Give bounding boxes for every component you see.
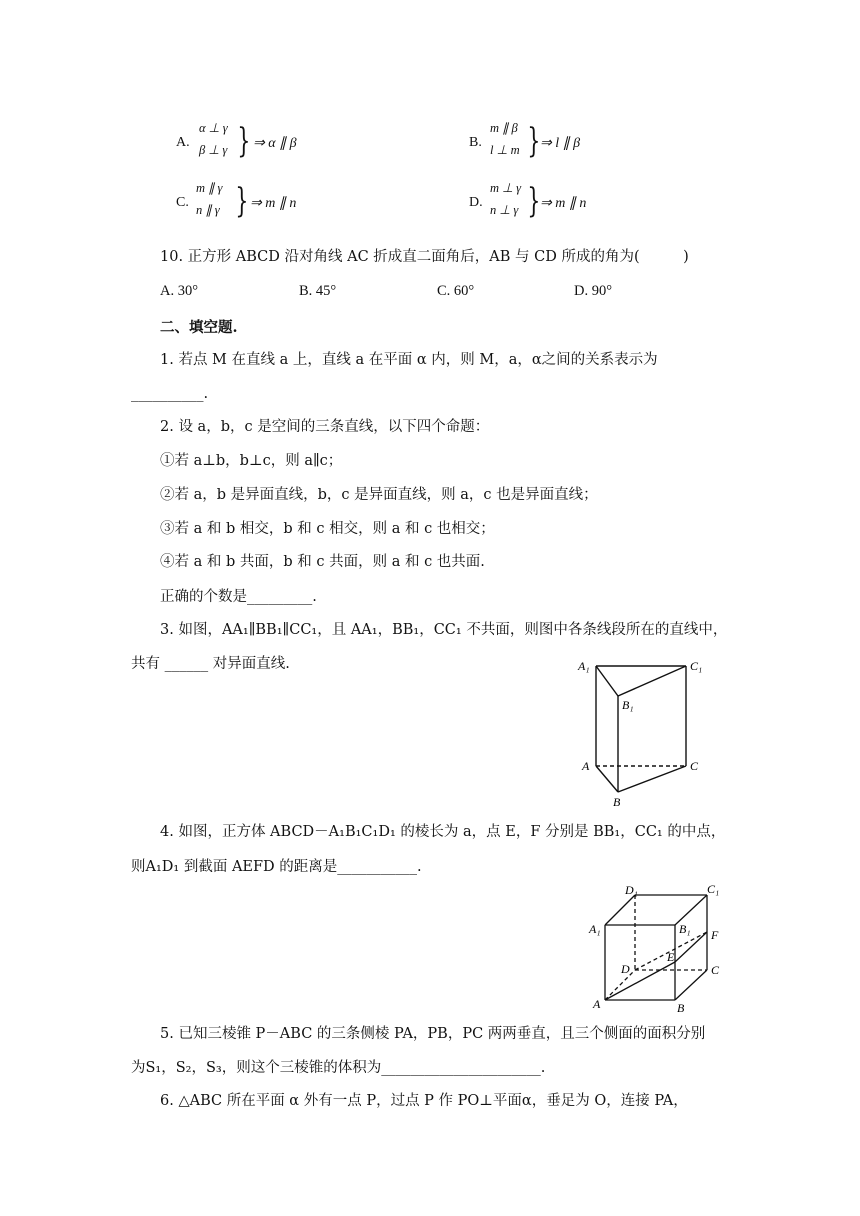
label-c1: C₁	[707, 882, 720, 896]
option-letter: B.	[469, 135, 482, 150]
premise-1: m ∥ β	[490, 121, 518, 135]
brace: }	[527, 121, 541, 161]
brace: }	[237, 121, 251, 161]
q10-text: 10. 正方形 ABCD 沿对角线 AC 折成直二面角后，AB 与 CD 所成的角为( )	[160, 249, 689, 265]
label-a1: A₁	[578, 659, 590, 673]
premise-1: m ∥ γ	[196, 181, 223, 195]
label-b: B	[613, 795, 621, 809]
label-c: C	[711, 963, 720, 977]
q10-choice-d: D. 90°	[574, 283, 613, 299]
fill2-item-3: ③若 a 和 b 相交，b 和 c 相交，则 a 和 c 也相交；	[160, 521, 495, 537]
label-b1: B₁	[679, 922, 691, 936]
edge-bc	[618, 766, 686, 792]
fill3-line1: 3. 如图，AA₁∥BB₁∥CC₁，且 AA₁，BB₁，CC₁ 不共面，则图中各条线段所在的直线中，	[160, 622, 728, 638]
brace: }	[527, 181, 541, 221]
brace: }	[235, 181, 249, 221]
fill5-line1: 5. 已知三棱锥 P－ABC 的三条侧棱 PA，PB，PC 两两垂直，且三个侧面的面积分别	[160, 1026, 706, 1042]
label-c: C	[690, 759, 699, 773]
option-letter: A.	[176, 135, 190, 150]
edge-b1c1	[618, 666, 686, 696]
label-b: B	[677, 1001, 685, 1015]
label-a: A	[582, 759, 590, 773]
option-letter: C.	[176, 195, 189, 210]
conclusion: ⇒ l ∥ β	[540, 136, 581, 151]
option-letter: D.	[469, 195, 483, 210]
fill4-line1: 4. 如图，正方体 ABCD－A₁B₁C₁D₁ 的棱长为 a，点 E，F 分别是 BB₁，CC₁ 的中点，	[160, 824, 726, 840]
premise-1: α ⊥ γ	[199, 121, 228, 135]
prism-figure	[560, 650, 720, 810]
q10-choice-a: A. 30°	[160, 283, 199, 299]
fill2-answer: 正确的个数是_________.	[160, 589, 317, 605]
conclusion: ⇒ α ∥ β	[253, 136, 297, 151]
fill2-intro: 2. 设 a，b，c 是空间的三条直线，以下四个命题：	[160, 419, 490, 435]
fill1-blank: __________.	[131, 386, 209, 402]
q10-choice-b: B. 45°	[299, 283, 337, 299]
label-e: E	[667, 950, 675, 964]
edge-ab	[596, 766, 618, 792]
premise-2: β ⊥ γ	[199, 143, 228, 157]
edge-a1b1	[596, 666, 618, 696]
conclusion: ⇒ m ∥ n	[540, 196, 587, 211]
label-a1: A₁	[589, 922, 601, 936]
fill2-item-4: ④若 a 和 b 共面，b 和 c 共面，则 a 和 c 也共面.	[160, 554, 485, 570]
fill5-line2: 为S₁，S₂，S₃，则这个三棱锥的体积为______________________.	[131, 1060, 546, 1076]
label-c1: C₁	[690, 659, 703, 673]
conclusion: ⇒ m ∥ n	[250, 196, 297, 211]
fill2-item-1: ①若 a⊥b，b⊥c，则 a∥c；	[160, 453, 343, 469]
label-d: D	[621, 962, 630, 976]
label-f: F	[711, 928, 719, 942]
fill3-line2: 共有 ______ 对异面直线.	[131, 656, 290, 672]
q10-choice-c: C. 60°	[437, 283, 475, 299]
label-b1: B₁	[622, 698, 634, 712]
fill6-line1: 6. △ABC 所在平面 α 外有一点 P，过点 P 作 PO⊥平面α，垂足为 O，连接 PA，	[160, 1093, 688, 1109]
section-heading: 二、填空题.	[160, 319, 238, 336]
premise-1: m ⊥ γ	[490, 181, 522, 195]
premise-2: n ⊥ γ	[490, 203, 519, 217]
fill4-line2: 则A₁D₁ 到截面 AEFD 的距离是___________.	[131, 859, 422, 875]
premise-2: n ∥ γ	[196, 203, 220, 217]
fill1-line1: 1. 若点 M 在直线 a 上，直线 a 在平面 α 内，则 M，a，α之间的关系表示为	[160, 352, 658, 368]
cube-figure	[585, 882, 735, 1017]
fill2-item-2: ②若 a，b 是异面直线，b，c 是异面直线，则 a，c 也是异面直线；	[160, 487, 598, 503]
premise-2: l ⊥ m	[490, 143, 520, 157]
label-a: A	[593, 997, 601, 1011]
label-d1: D₁	[625, 883, 638, 897]
